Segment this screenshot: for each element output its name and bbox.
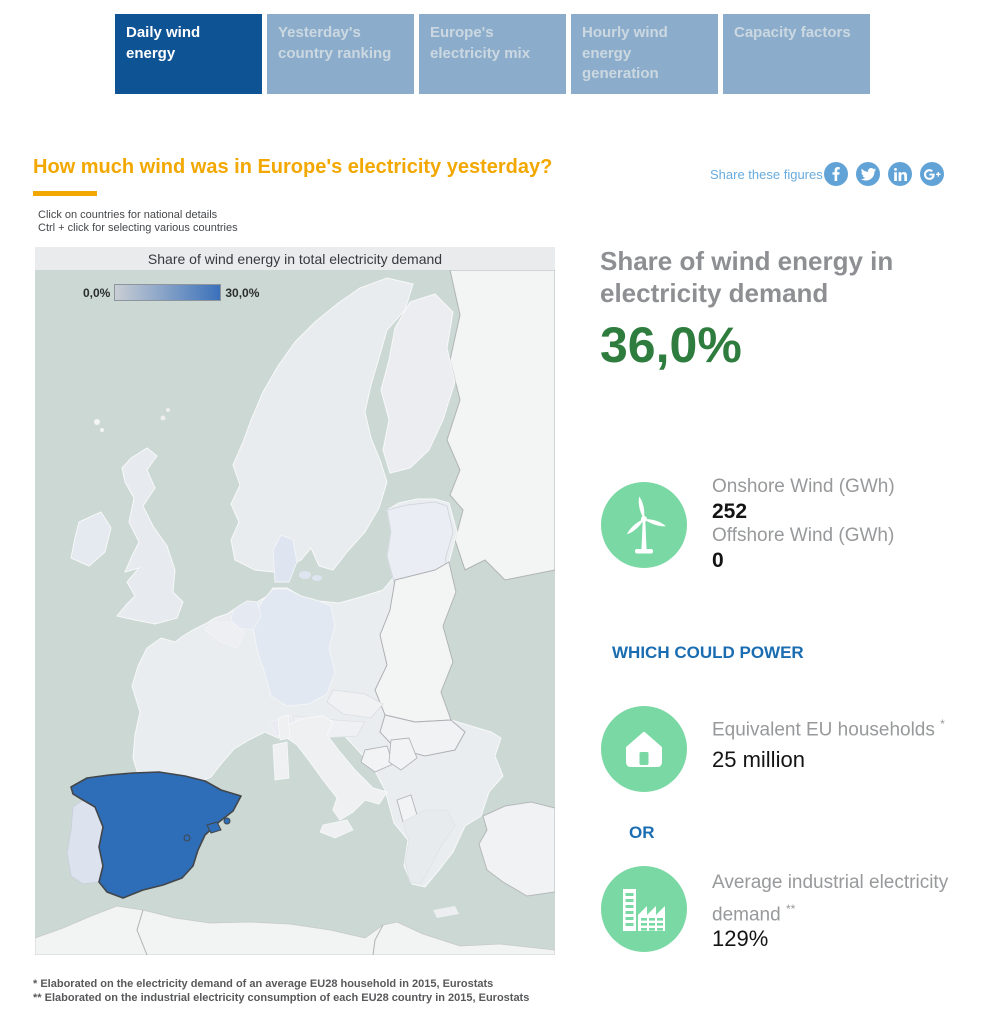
shetland-islands bbox=[161, 416, 166, 421]
map-hints bbox=[38, 209, 238, 235]
factory-icon bbox=[601, 866, 687, 952]
households-label-text: Equivalent EU households bbox=[712, 719, 935, 741]
offshore-value: 0 bbox=[712, 549, 724, 572]
tab-daily-wind-energy[interactable]: Daily wind energy bbox=[115, 14, 262, 94]
legend-min-label: 0,0% bbox=[83, 285, 111, 300]
balearic-islands bbox=[224, 818, 230, 824]
google-plus-icon[interactable] bbox=[920, 162, 944, 186]
share-icons bbox=[824, 162, 944, 186]
tab-capacity-factors[interactable]: Capacity factors bbox=[723, 14, 870, 94]
map-panel bbox=[35, 247, 555, 955]
tab-yesterdays-country-ranking[interactable]: Yesterday's country ranking bbox=[267, 14, 414, 94]
legend-max-label: 30,0% bbox=[225, 285, 260, 300]
onshore-label: Onshore Wind (GWh) bbox=[712, 476, 895, 497]
stats-heading: Share of wind energy in electricity demand bbox=[600, 246, 894, 308]
footnote-industry: ** Elaborated on the industrial electricity consumption of each EU28 country in 2015, Eurostats bbox=[33, 992, 530, 1004]
twitter-icon[interactable] bbox=[856, 162, 880, 186]
europe-map[interactable] bbox=[35, 270, 555, 955]
faroe-islands bbox=[100, 428, 104, 432]
or-label: OR bbox=[629, 823, 655, 842]
stats-share-value: 36,0% bbox=[600, 317, 742, 373]
households-label bbox=[712, 717, 945, 741]
sardinia bbox=[273, 742, 289, 780]
offshore-label: Offshore Wind (GWh) bbox=[712, 525, 895, 546]
households-value: 25 million bbox=[712, 747, 805, 772]
tab-bar bbox=[115, 14, 870, 94]
facebook-icon[interactable] bbox=[824, 162, 848, 186]
industry-label bbox=[712, 870, 970, 928]
shetland-islands bbox=[166, 408, 170, 412]
tab-hourly-wind-energy-generation[interactable]: Hourly wind energy generation bbox=[571, 14, 718, 94]
country-russia[interactable] bbox=[447, 270, 555, 580]
title-underline bbox=[33, 191, 97, 196]
map-legend bbox=[83, 284, 259, 301]
denmark-island bbox=[299, 571, 311, 579]
which-could-power-label: WHICH COULD POWER bbox=[612, 643, 804, 662]
footnote-households: * Elaborated on the electricity demand of an average EU28 household in 2015, Eurostats bbox=[33, 978, 494, 990]
map-hint-line1: Click on countries for national details bbox=[38, 209, 218, 221]
page-title: How much wind was in Europe's electricity yesterday? bbox=[33, 156, 553, 178]
legend-gradient-bar bbox=[114, 284, 221, 301]
industry-value: 129% bbox=[712, 926, 769, 951]
map-body bbox=[35, 270, 555, 955]
industry-label-text: Average industrial electricity demand bbox=[712, 872, 949, 926]
onshore-value: 252 bbox=[712, 500, 748, 523]
corsica bbox=[278, 715, 290, 740]
tab-europes-electricity-mix[interactable]: Europe's electricity mix bbox=[419, 14, 566, 94]
wind-turbine-icon bbox=[601, 482, 687, 568]
map-panel-title: Share of wind energy in total electricity demand bbox=[35, 247, 555, 270]
industry-note-mark: ** bbox=[785, 902, 796, 916]
faroe-islands bbox=[94, 419, 100, 425]
footnotes bbox=[33, 977, 529, 1005]
share-these-figures-label: Share these figures bbox=[710, 167, 823, 182]
house-icon bbox=[601, 706, 687, 792]
denmark-island bbox=[312, 575, 322, 581]
linkedin-icon[interactable] bbox=[888, 162, 912, 186]
map-hint-line2: Ctrl + click for selecting various countries bbox=[38, 222, 238, 234]
households-note-mark: * bbox=[940, 717, 945, 731]
wind-stats bbox=[712, 475, 895, 573]
balearic-islands bbox=[184, 835, 190, 841]
